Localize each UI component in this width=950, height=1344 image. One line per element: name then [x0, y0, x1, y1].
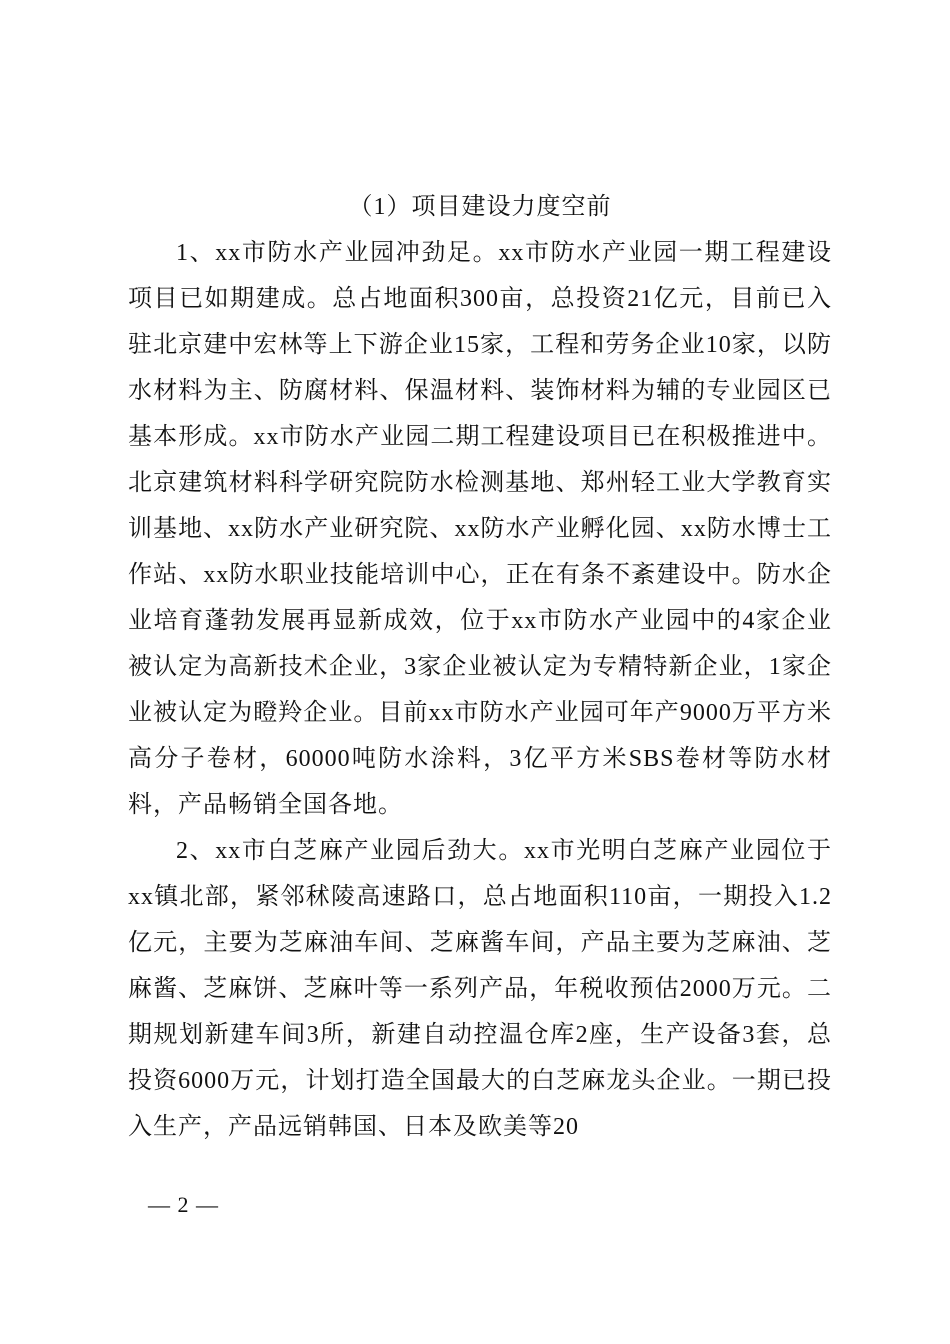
- document-body: [128, 184, 832, 1150]
- paragraph-sesame-industrial-park: 2、xx市白芝麻产业园后劲大。xx市光明白芝麻产业园位于xx镇北部，紧邻秫陵高速路口，总占地面积110亩，一期投入1.2亿元，主要为芝麻油车间、芝麻酱车间，产品主要为芝麻油、芝麻酱、芝麻饼、芝麻叶等一系列产品，年税收预估2000万元。二期规划新建车间3所，新建自动控温仓库2座，生产设备3套，总投资6000万元，计划打造全国最大的白芝麻龙头企业。一期已投入生产，产品远销韩国、日本及欧美等20: [128, 838, 832, 1140]
- page-number: — 2 —: [148, 1192, 219, 1217]
- section-heading: （1）项目建设力度空前: [348, 194, 612, 220]
- paragraph-waterproof-industrial-park: 1、xx市防水产业园冲劲足。xx市防水产业园一期工程建设项目已如期建成。总占地面积300亩，总投资21亿元，目前已入驻北京建中宏林等上下游企业15家，工程和劳务企业10家，以防水材料为主、防腐材料、保温材料、装饰材料为辅的专业园区已基本形成。xx市防水产业园二期工程建设项目已在积极推进中。北京建筑材料科学研究院防水检测基地、郑州轻工业大学教育实训基地、xx防水产业研究院、xx防水产业孵化园、xx防水博士工作站、xx防水职业技能培训中心，正在有条不紊建设中。防水企业培育蓬勃发展再显新成效，位于xx市防水产业园中的4家企业被认定为高新技术企业，3家企业被认定为专精特新企业，1家企业被认定为瞪羚企业。目前xx市防水产业园可年产9000万平方米高分子卷材，60000吨防水涂料，3亿平方米SBS卷材等防水材料，产品畅销全国各地。: [128, 240, 832, 818]
